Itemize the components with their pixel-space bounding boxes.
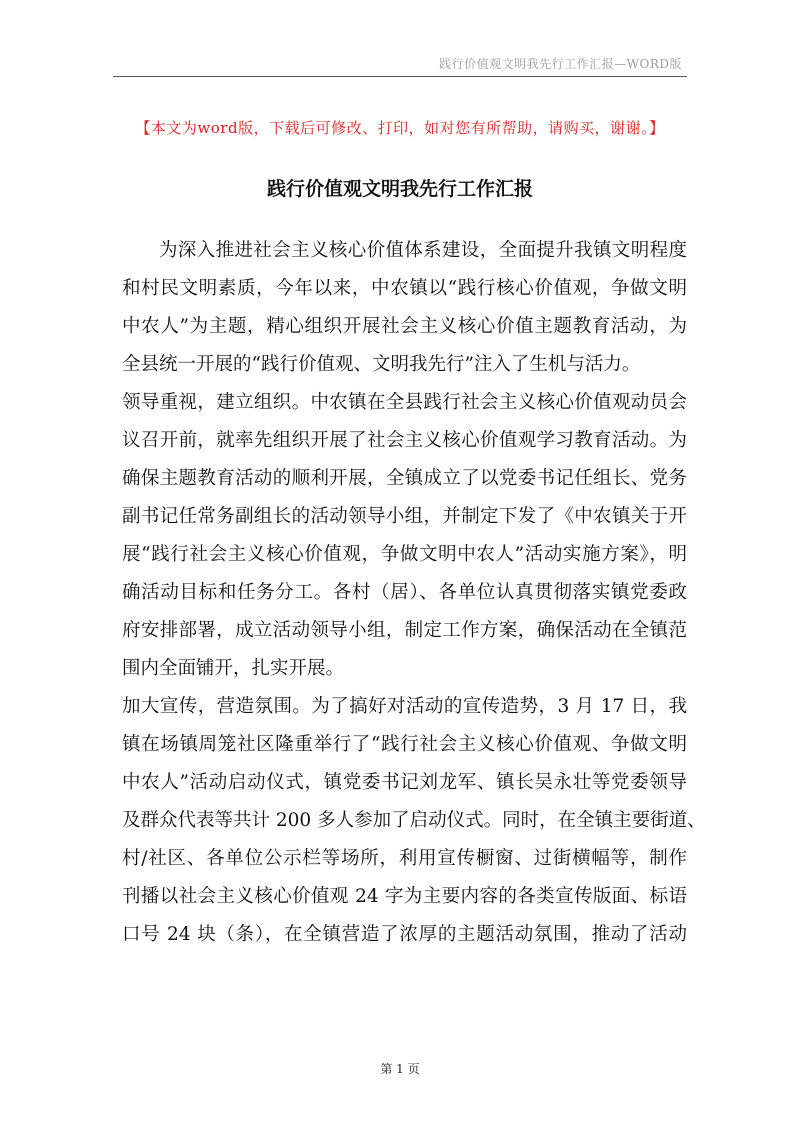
text-line: 全县统一开展的“践行价值观、文明我先行”注入了生机与活力。: [122, 354, 641, 375]
text-line: 确保主题教育活动的顺利开展，全镇成立了以党委书记任组长、党务: [122, 468, 687, 489]
text-line: 议召开前，就率先组织开展了社会主义核心价值观学习教育活动。为: [122, 430, 687, 451]
text-line: 中农人”为主题，精心组织开展社会主义核心价值主题教育活动，为: [122, 316, 687, 337]
document-body: [122, 232, 706, 954]
text-line: 村/社区、各单位公示栏等场所，利用宣传橱窗、过街横幅等，制作: [122, 848, 687, 869]
text-line: 加大宣传，营造氛围。为了搞好对活动的宣传造势，3 月 17 日，我: [122, 696, 687, 717]
text-line: 口号 24 块（条），在全镇营造了浓厚的主题活动氛围，推动了活动: [122, 924, 687, 945]
text-line: 中农人”活动启动仪式，镇党委书记刘龙军、镇长吴永壮等党委领导: [122, 772, 687, 793]
text-line: 确活动目标和任务分工。各村（居）、各单位认真贯彻落实镇党委政: [122, 582, 687, 603]
text-line: 府安排部署，成立活动领导小组，制定工作方案，确保活动在全镇范: [122, 620, 687, 641]
text-line: 围内全面铺开，扎实开展。: [122, 658, 345, 679]
document-title: 践行价值观文明我先行工作汇报: [266, 178, 533, 200]
text-line: 展“践行社会主义核心价值观，争做文明中农人”活动实施方案》，明: [122, 544, 687, 565]
purchase-notice: 【本文为word版，下载后可修改、打印，如对您有所帮助，请购买，谢谢。】: [135, 119, 665, 137]
text-line: 副书记任常务副组长的活动领导小组，并制定下发了《中农镇关于开: [122, 506, 687, 527]
text-line: 和村民文明素质，今年以来，中农镇以“践行核心价值观，争做文明: [122, 278, 687, 299]
text-line: 镇在场镇周笼社区隆重举行了“践行社会主义核心价值观、争做文明: [122, 734, 687, 755]
header-divider: [113, 76, 687, 77]
paragraph-publicity: [122, 688, 706, 954]
text-line: 为深入推进社会主义核心价值体系建设，全面提升我镇文明程度: [159, 240, 687, 261]
text-line: 领导重视，建立组织。中农镇在全县践行社会主义核心价值观动员会: [122, 392, 687, 413]
page-number: 第 1 页: [380, 1062, 420, 1076]
text-line: 刊播以社会主义核心价值观 24 字为主要内容的各类宣传版面、标语: [122, 886, 687, 907]
paragraph-leadership: [122, 384, 687, 688]
paragraph-intro: [122, 232, 687, 384]
running-header: 践行价值观文明我先行工作汇报—WORD版: [439, 57, 682, 71]
text-line: 及群众代表等共计 200 多人参加了启动仪式。同时，在全镇主要街道、: [122, 810, 706, 831]
